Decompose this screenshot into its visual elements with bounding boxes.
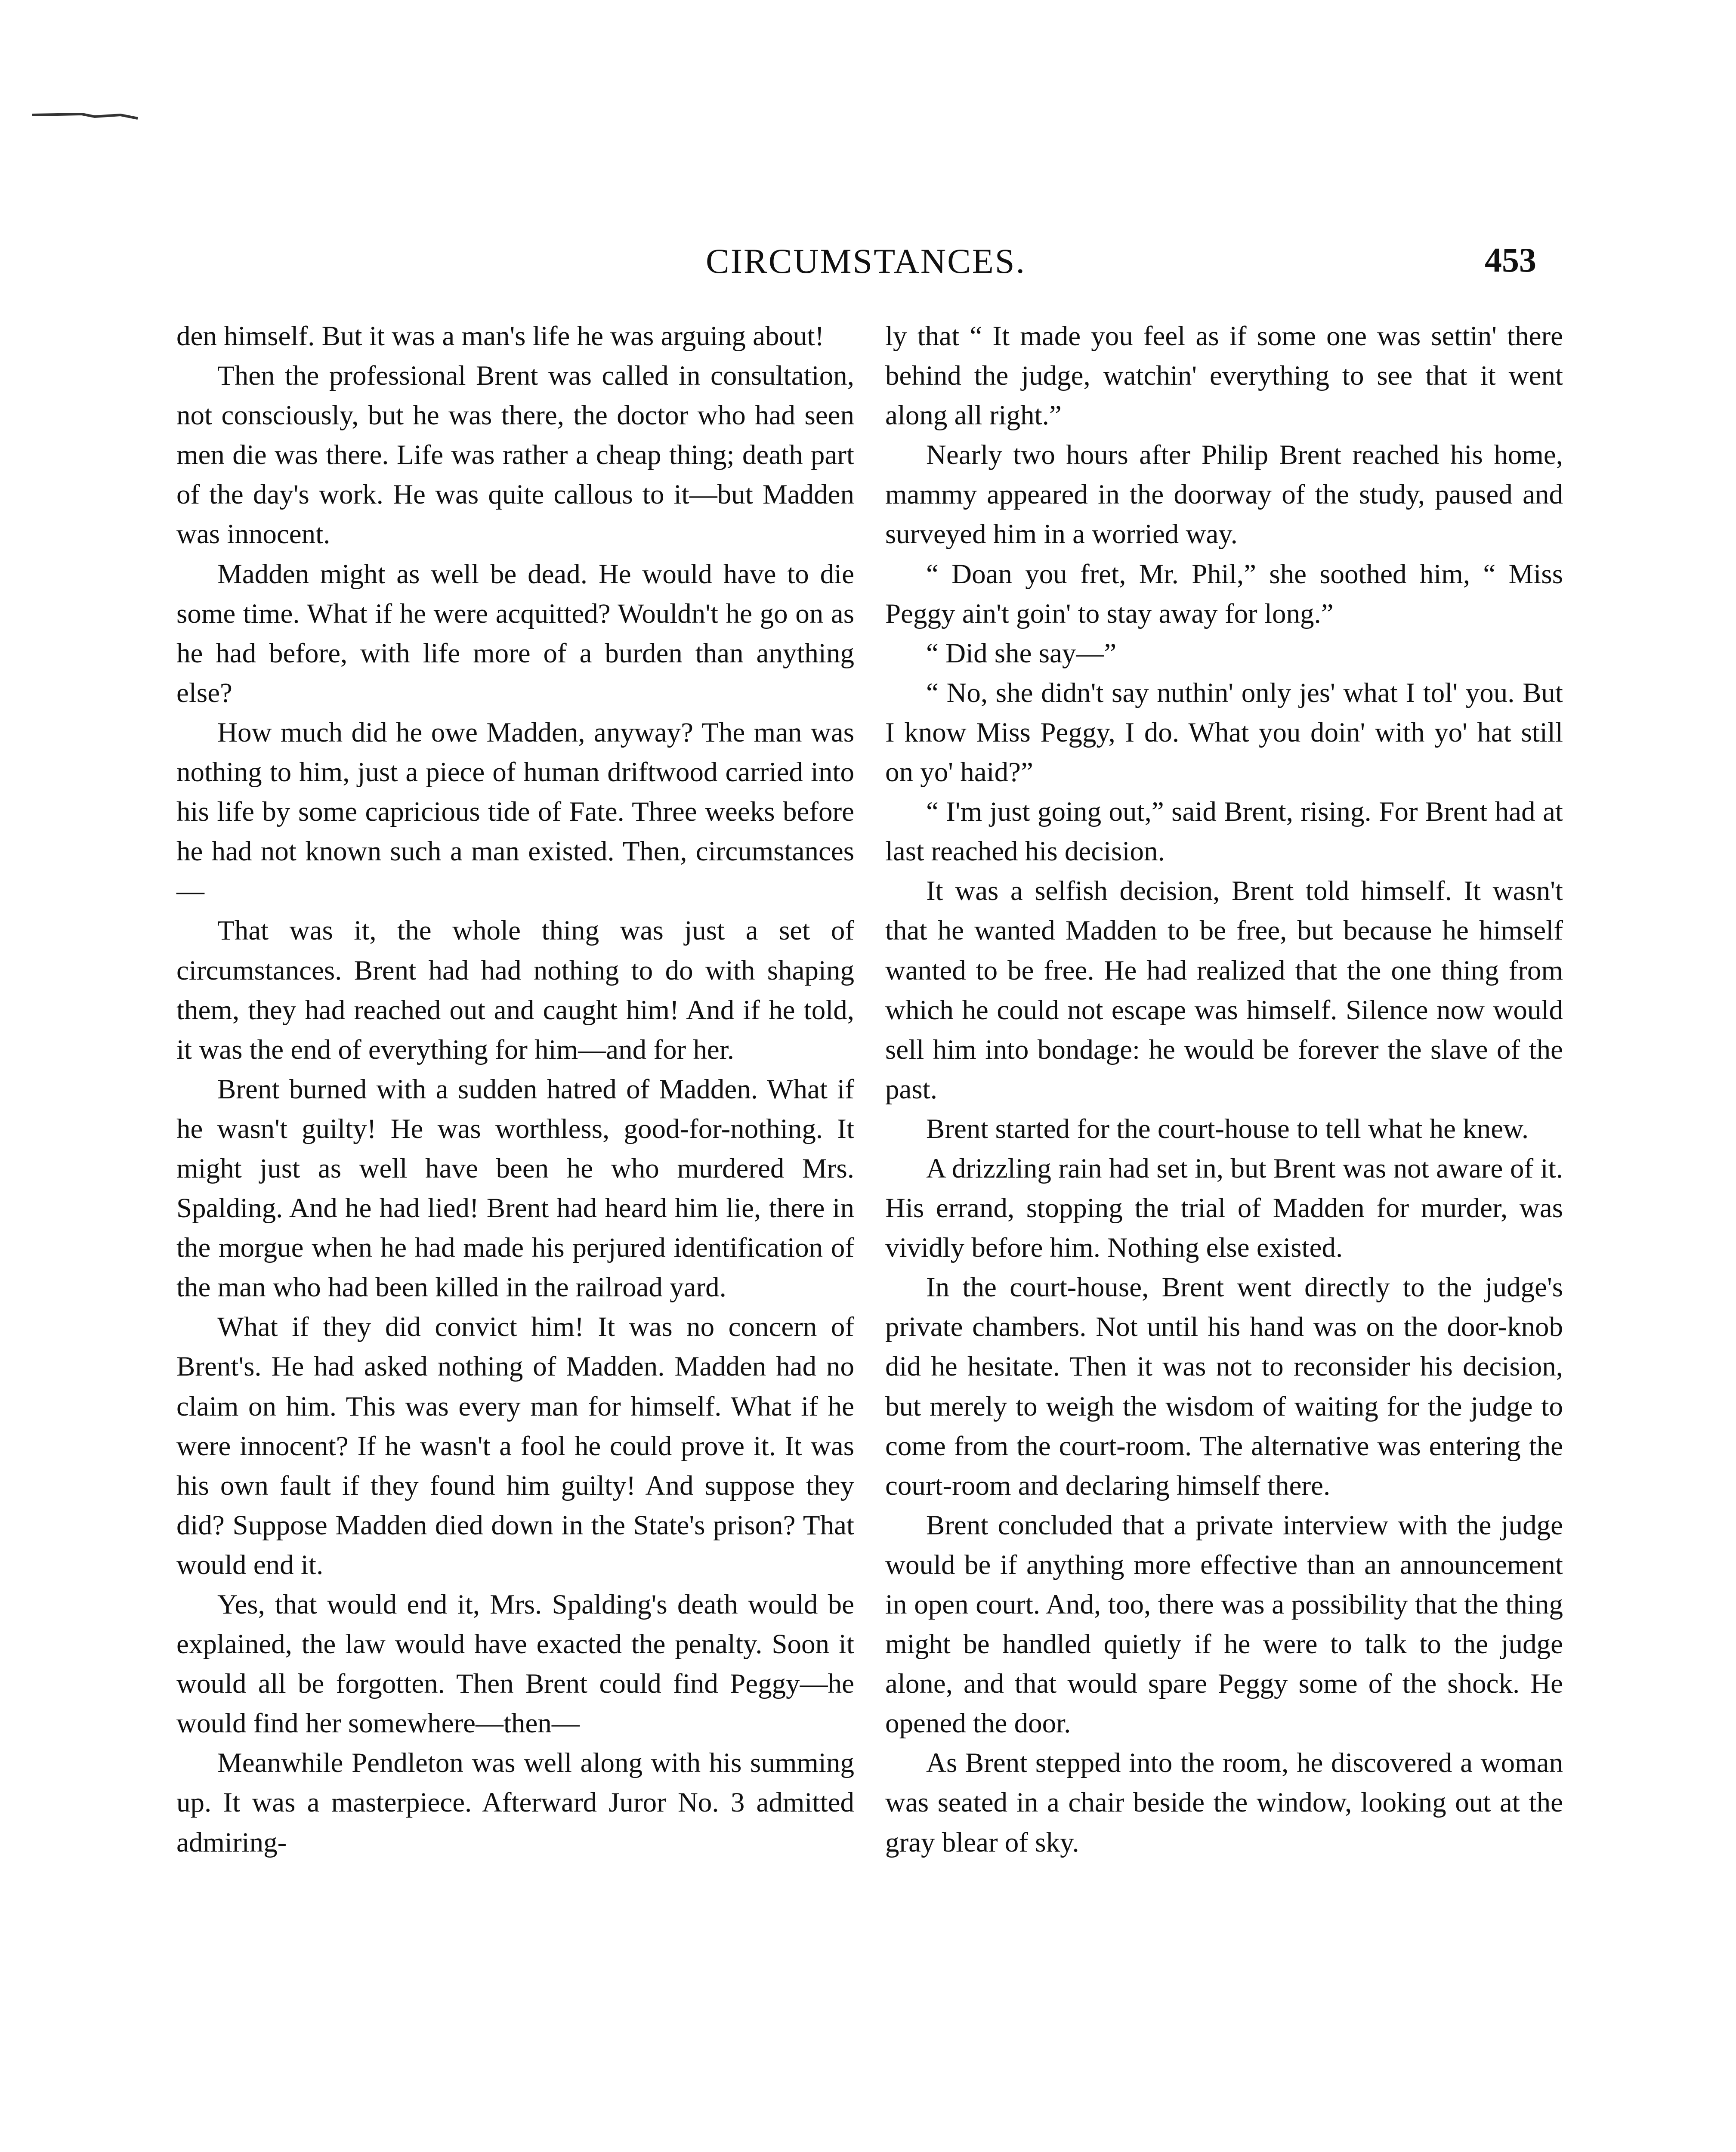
left-column bbox=[176, 316, 854, 1862]
paragraph: “ Doan you fret, Mr. Phil,” she soothed him, “ Miss Peggy ain't goin' to stay away for long.” bbox=[885, 558, 1563, 629]
paragraph: In the court-house, Brent went directly to the judge's private chambers. Not until his hand was on the door-knob did he hesitate. Then it was not to reconsider his decision, but merely to weigh the wisdom of waiting for the judge to come from the court-room. The alternative was entering the court-room and declaring himself there. bbox=[885, 1272, 1563, 1501]
paragraph: How much did he owe Madden, anyway? The man was nothing to him, just a piece of human driftwood carried into his life by some capricious tide of Fate. Three weeks before he had not known such a man existed. Then, circumstances— bbox=[176, 717, 854, 907]
paragraph: “ Did she say—” bbox=[926, 637, 1117, 669]
ink-mark bbox=[30, 110, 142, 123]
paragraph: Brent burned with a sudden hatred of Madden. What if he wasn't guilty! He was worthless, good-for-nothing. It might just as well have been he who murdered Mrs. Spalding. And he had lied! Brent had heard him lie, there in the morgue when he had made his perjured identification of the man who had been killed in the railroad yard. bbox=[176, 1073, 854, 1303]
paragraph: What if they did convict him! It was no concern of Brent's. He had asked nothing of Madden. Madden had no claim on him. This was every man for himself. What if he were innocent? If he wasn't a fool he could prove it. It was his own fault if they found him guilty! And suppose they did? Suppose Madden died down in the State's prison? That would end it. bbox=[176, 1311, 854, 1580]
paragraph: Madden might as well be dead. He would have to die some time. What if he were acquitted? Wouldn't he go on as he had before, with life more of a burden than anything else? bbox=[176, 558, 854, 708]
paragraph: Nearly two hours after Philip Brent reached his home, mammy appeared in the doorway of the study, paused and surveyed him in a worried way. bbox=[885, 439, 1563, 550]
paragraph: Brent concluded that a private interview with the judge would be if anything more effective than an announcement in open court. And, too, there was a possibility that the thing might be handled quietly if he were to talk to the judge alone, and that would spare Peggy some of the shock. He opened the door. bbox=[885, 1509, 1563, 1739]
paragraph: den himself. But it was a man's life he was arguing about! bbox=[176, 321, 825, 352]
paragraph: That was it, the whole thing was just a set of circumstances. Brent had had nothing to do with shaping them, they had reached out and caught him! And if he told, it was the end of everything for him—and for her. bbox=[176, 915, 854, 1065]
paragraph: A drizzling rain had set in, but Brent was not aware of it. His errand, stopping the trial of Madden for murder, was vividly before him. Nothing else existed. bbox=[885, 1153, 1563, 1264]
paragraph: “ No, she didn't say nuthin' only jes' what I tol' you. But I know Miss Peggy, I do. What you doin' with yo' hat still on yo' haid?” bbox=[885, 677, 1563, 788]
page-header bbox=[0, 241, 1536, 301]
paragraph: “ I'm just going out,” said Brent, rising. For Brent had at last reached his decision. bbox=[885, 796, 1563, 867]
page-number: 453 bbox=[1485, 241, 1536, 279]
right-column bbox=[885, 316, 1563, 1862]
paragraph: Yes, that would end it, Mrs. Spalding's death would be explained, the law would have exacted the penalty. Soon it would all be forgotten. Then Brent could find Peggy—he would find her somewhere—then— bbox=[176, 1589, 854, 1739]
paragraph: Meanwhile Pendleton was well along with his summing up. It was a masterpiece. Afterward Juror No. 3 admitted admiring- bbox=[176, 1747, 854, 1858]
paragraph: ly that “ It made you feel as if some one was settin' there behind the judge, watchin' everything to see that it went along all right.” bbox=[885, 321, 1563, 431]
paragraph: Then the professional Brent was called in consultation, not consciously, but he was there, the doctor who had seen men die was there. Life was rather a cheap thing; death part of the day's work. He was quite callous to it—but Madden was innocent. bbox=[176, 360, 854, 550]
running-title: CIRCUMSTANCES. bbox=[706, 241, 1026, 281]
paragraph: It was a selfish decision, Brent told himself. It wasn't that he wanted Madden to be free, but because he himself wanted to be free. He had realized that the one thing from which he could not escape was himself. Silence now would sell him into bondage: he would be forever the slave of the past. bbox=[885, 875, 1563, 1105]
paragraph: Brent started for the court-house to tell what he knew. bbox=[926, 1113, 1529, 1144]
paragraph: As Brent stepped into the room, he discovered a woman was seated in a chair beside the window, looking out at the gray blear of sky. bbox=[885, 1747, 1563, 1858]
